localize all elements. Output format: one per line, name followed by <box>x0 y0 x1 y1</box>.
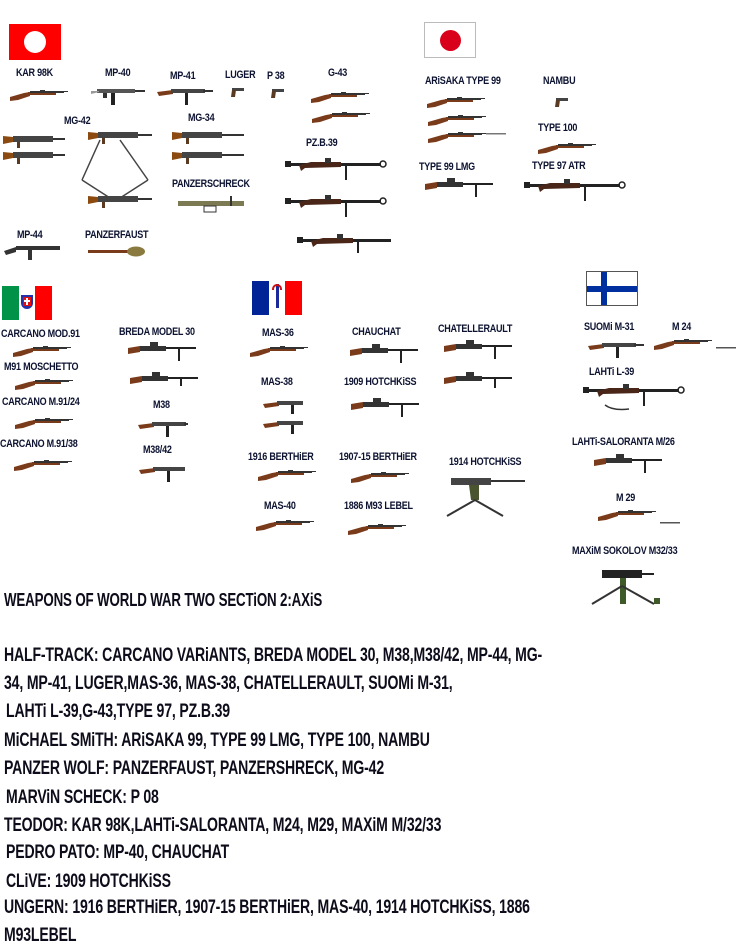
hotchkiss1914-mg-icon <box>445 474 527 520</box>
breda30-lmg-icon-2 <box>130 372 202 386</box>
label-type97atr: TYPE 97 ATR <box>532 160 586 172</box>
label-panzerfaust: PANZERFAUST <box>85 229 149 241</box>
carcano9138-rifle-icon <box>14 458 76 474</box>
mg42-tripod-icon <box>80 130 152 208</box>
hotchkiss1909-lmg-icon <box>351 398 423 420</box>
mg34-icon-2 <box>172 150 244 164</box>
credit-line: PEDRO PATO: MP-40, CHAUCHAT <box>6 842 230 863</box>
label-suomi: SUOMi M-31 <box>584 321 635 333</box>
pzb39-icon-3 <box>297 233 391 253</box>
arisaka-scoped-rifle-icon <box>428 113 490 129</box>
m29-rifle-icon <box>598 508 682 528</box>
credit-line: LAHTi L-39,G-43,TYPE 97, PZ.B.39 <box>6 701 230 722</box>
label-carcano9138: CARCANO M.91/38 <box>0 438 78 450</box>
panzerschreck-icon <box>178 196 246 214</box>
credit-line: 34, MP-41, LUGER,MAS-36, MAS-38, CHATELLERAULT, SUOMi M-31, <box>4 673 453 694</box>
label-kar98k: KAR 98K <box>16 67 53 79</box>
mg42-icon <box>3 134 65 148</box>
arisaka-rifle-icon <box>427 95 489 111</box>
berthier1916-rifle-icon <box>258 468 320 484</box>
maxim-sokolov-mg-icon <box>588 568 662 608</box>
label-lebel: 1886 M93 LEBEL <box>344 500 413 512</box>
label-pzb39: PZ.B.39 <box>306 137 338 149</box>
label-chatellerault: CHATELLERAULT <box>438 323 513 335</box>
label-m91moschetto: M91 MOSCHETTO <box>4 361 79 373</box>
m91-moschetto-icon <box>15 377 75 393</box>
type99-lmg-icon <box>425 178 497 200</box>
nambu-pistol-icon <box>554 98 570 108</box>
mp40-smg-icon <box>91 86 147 106</box>
berthier190715-rifle-icon <box>351 470 417 486</box>
flag-disc <box>24 31 46 53</box>
japan-flag <box>424 22 476 58</box>
label-m29: M 29 <box>616 492 636 504</box>
arisaka-bayonet-rifle-icon <box>428 130 508 146</box>
credit-line: MARViN SCHECK: P 08 <box>6 787 159 808</box>
chatellerault-lmg-icon <box>444 340 516 364</box>
carcano91-rifle-icon <box>13 344 75 360</box>
mg34-icon <box>172 130 244 144</box>
page-title: WEAPONS OF WORLD WAR TWO SECTiON 2:AXiS <box>4 590 323 610</box>
label-lahtisaloranta: LAHTi-SALORANTA M/26 <box>572 436 675 448</box>
savoy-shield-icon <box>21 295 33 309</box>
label-berthier1916: 1916 BERTHiER <box>248 451 314 463</box>
p38-pistol-icon <box>270 89 286 99</box>
label-type100: TYPE 100 <box>538 122 578 134</box>
label-mas36: MAS-36 <box>262 327 294 339</box>
label-berthier190715: 1907-15 BERTHiER <box>339 451 417 463</box>
label-luger: LUGER <box>225 69 256 81</box>
finland-flag <box>586 271 638 306</box>
label-carcano9124: CARCANO M.91/24 <box>2 396 80 408</box>
label-lahti: LAHTi L-39 <box>589 366 634 378</box>
m3842-smg-icon <box>139 464 185 482</box>
mas38-smg-icon-2 <box>263 418 303 434</box>
credit-line: TEODOR: KAR 98K,LAHTi-SALORANTA, M24, M29, MAXiM M/32/33 <box>4 815 442 836</box>
label-carcano91: CARCANO MOD.91 <box>1 328 80 340</box>
panzerfaust-icon <box>88 246 146 258</box>
germany-flag <box>9 24 61 60</box>
label-mg42: MG-42 <box>64 115 91 127</box>
label-panzerschreck: PANZERSCHRECK <box>172 178 250 190</box>
lahti-saloranta-lmg-icon <box>594 454 668 476</box>
g43-rifle-icon <box>311 90 373 106</box>
label-arisaka: ARiSAKA TYPE 99 <box>425 75 501 87</box>
label-mp40: MP-40 <box>105 67 131 79</box>
vichy-france-flag <box>252 281 302 315</box>
mp44-icon <box>4 243 64 263</box>
rising-sun-disc <box>440 30 461 51</box>
label-m3842: M38/42 <box>143 444 172 456</box>
pzb39-icon <box>285 157 389 183</box>
credit-line: CLiVE: 1909 HOTCHKiSS <box>6 871 171 892</box>
g43-scoped-rifle-icon <box>312 110 374 126</box>
chatellerault-lmg-icon-2 <box>444 372 516 388</box>
type97-atr-icon <box>524 178 628 204</box>
credit-line: PANZER WOLF: PANZERFAUST, PANZERSHRECK, MG-42 <box>4 758 385 779</box>
italy-flag <box>2 286 52 320</box>
label-mas40: MAS-40 <box>264 500 296 512</box>
label-m24: M 24 <box>672 321 692 333</box>
mas38-smg-icon <box>263 398 303 414</box>
label-maxim: MAXiM SOKOLOV M32/33 <box>572 545 678 557</box>
label-mg34: MG-34 <box>188 112 215 124</box>
mas36-rifle-icon <box>250 344 314 360</box>
credit-line: HALF-TRACK: CARCANO VARiANTS, BREDA MODEL 30, M38,M38/42, MP-44, MG- <box>4 645 543 666</box>
label-type99lmg: TYPE 99 LMG <box>419 161 475 173</box>
type100-smg-icon <box>538 141 596 157</box>
label-g43: G-43 <box>328 67 348 79</box>
m38-smg-icon <box>138 419 188 437</box>
label-p38: P 38 <box>267 70 285 82</box>
lahti-l39-icon <box>583 383 695 415</box>
credit-line: MiCHAEL SMiTH: ARiSAKA 99, TYPE 99 LMG, TYPE 100, NAMBU <box>4 730 430 751</box>
credit-line: M93LEBEL <box>4 925 77 946</box>
credit-line: UNGERN: 1916 BERTHiER, 1907-15 BERTHiER, MAS-40, 1914 HOTCHKiSS, 1886 <box>4 897 530 918</box>
label-chauchat: CHAUCHAT <box>352 326 401 338</box>
carcano9124-rifle-icon <box>15 416 75 432</box>
m24-rifle-icon <box>654 337 736 353</box>
chauchat-lmg-icon <box>350 344 422 366</box>
label-nambu: NAMBU <box>543 75 576 87</box>
lebel-rifle-icon <box>348 522 414 538</box>
label-hotchkiss1914: 1914 HOTCHKiSS <box>449 456 522 468</box>
label-hotchkiss1909: 1909 HOTCHKiSS <box>344 376 417 388</box>
label-m38: M38 <box>153 399 170 411</box>
mg42-icon-2 <box>3 150 65 164</box>
pzb39-icon-2 <box>285 194 389 220</box>
kar98k-rifle-icon <box>10 88 72 104</box>
luger-pistol-icon <box>230 88 246 98</box>
suomi-smg-icon <box>588 340 644 358</box>
label-mp44: MP-44 <box>17 229 43 241</box>
breda30-lmg-icon <box>128 342 200 364</box>
mas40-rifle-icon <box>256 518 316 538</box>
label-mas38: MAS-38 <box>261 376 293 388</box>
label-breda30: BREDA MODEL 30 <box>119 326 195 338</box>
mp41-smg-icon <box>157 86 215 106</box>
label-mp41: MP-41 <box>170 70 196 82</box>
